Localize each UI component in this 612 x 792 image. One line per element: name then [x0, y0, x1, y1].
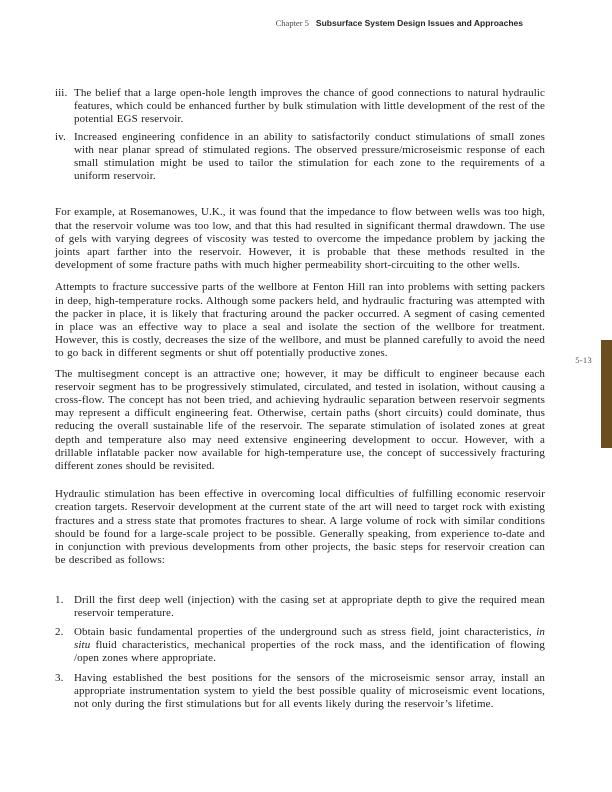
paragraph-fenton-hill: Attempts to fracture successive parts of the wellbore at Fenton Hill ran into problems with setting packers in deep, high-temperature rocks. Although some packers held, and hydraulic fracturing was attempted with the packer in place, it is likely that fracturing around the packer occurred. A segment of casing cemented in place was an effective way to place a seal and isolate the section of the wellbore for treatment. However, this is costly, decreases the size of the wellbore, and must be planned carefully to avoid the need to go back in different segments or shut off potentially productive zones.	[55, 281, 545, 360]
numbered-list-marker: 3.	[55, 671, 64, 684]
numbered-list-text	[74, 594, 545, 620]
roman-list-text: The belief that a large open-hole length improves the chance of good connections to natural hydraulic features, which could be enhanced further by bulk stimulation with little development of the rest of the potential EGS reservoir.	[74, 87, 545, 126]
running-header	[276, 16, 523, 29]
text-run: fluid characteristics, mechanical properties of the rock mass, and the identification of flowing /open zones where appropriate.	[74, 639, 545, 665]
chapter-label: Chapter 5	[275, 18, 309, 28]
paragraph-multisegment: The multisegment concept is an attractive one; however, it may be difficult to engineer because each reservoir segment has to be progressively stimulated, circulated, and tested in isolation, without causing a cross-flow. The concept has not been tried, and achieving hydraulic separation between reservoir segments may represent a difficult engineering feat. Otherwise, certain paths (short circuits) could dominate, thus reducing the overall sustainable life of the reservoir. The separate stimulation of isolated zones at great depth and temperature also may need extensive engineering development to occur. However, with a drillable inflatable packer now available for high-temperature use, the concept of successively fracturing different zones should be revisited.	[55, 367, 545, 473]
numbered-list-item-1	[55, 594, 545, 620]
numbered-list-text	[74, 672, 545, 712]
reservoir-steps-list	[55, 594, 545, 712]
roman-list-item-iv	[55, 131, 545, 184]
numbered-list-item-3	[55, 672, 545, 712]
roman-list-marker: iii.	[55, 87, 68, 99]
paragraph-hydraulic-stimulation: Hydraulic stimulation has been effective in overcoming local difficulties of fulfilling economic reservoir creation targets. Reservoir development at the current state of the art will need to target rock with existing fractures and a stress state that promotes fractures to shear. A large volume of rock with similar conditions should be found for a large-scale project to be possible. Generally speaking, from experience to-date and in conjunction with previous developments from other projects, the basic steps for reservoir creation can be described as follows:	[55, 488, 545, 567]
numbered-list-marker: 2.	[55, 625, 64, 638]
page-number: 5-13	[575, 355, 592, 365]
roman-list-text: Increased engineering confidence in an ability to satisfactorily conduct stimulations of small zones with near planar spread of stimulated regions. The observed pressure/microseismic response of each small stimulation might be used to tailor the stimulation for each zone to the requirements of a uniform reservoir.	[74, 130, 545, 183]
body-text-column	[55, 87, 545, 717]
numbered-list-marker: 1.	[55, 593, 64, 606]
roman-list-item-iii	[55, 87, 545, 127]
numbered-list-text	[74, 626, 545, 666]
text-run: Drill the first deep well (injection) with the casing set at appropriate depth to give the required mean reservoir temperature.	[74, 593, 545, 619]
paragraph-rosemanowes: For example, at Rosemanowes, U.K., it was found that the impedance to flow between wells was too high, that the reservoir volume was too low, and that this had resulted in significant thermal drawdown. The use of gels with varying degrees of viscosity was tested to overcome the impedance problem by jacking the joints apart farther into the reservoir. However, it is probable that these methods resulted in the development of some fracture paths with much higher permeability short-circuiting to the other wells.	[55, 206, 545, 272]
chapter-title: Subsurface System Design Issues and Approaches	[315, 18, 523, 28]
roman-list-marker: iv.	[55, 130, 66, 143]
numbered-list-item-2	[55, 626, 545, 666]
chapter-edge-tab	[601, 340, 612, 448]
text-run: Having established the best positions for the sensors of the microseismic sensor array, install an appropriate instrumentation system to yield the best possible quality of microseismic event locations, not only during the first stimulations but for all events likely during the reservoir’s lifetime.	[74, 671, 545, 710]
text-run: Obtain basic fundamental properties of the underground such as stress field, joint characteristics,	[74, 625, 537, 638]
italic-text-run: in situ	[74, 625, 545, 652]
